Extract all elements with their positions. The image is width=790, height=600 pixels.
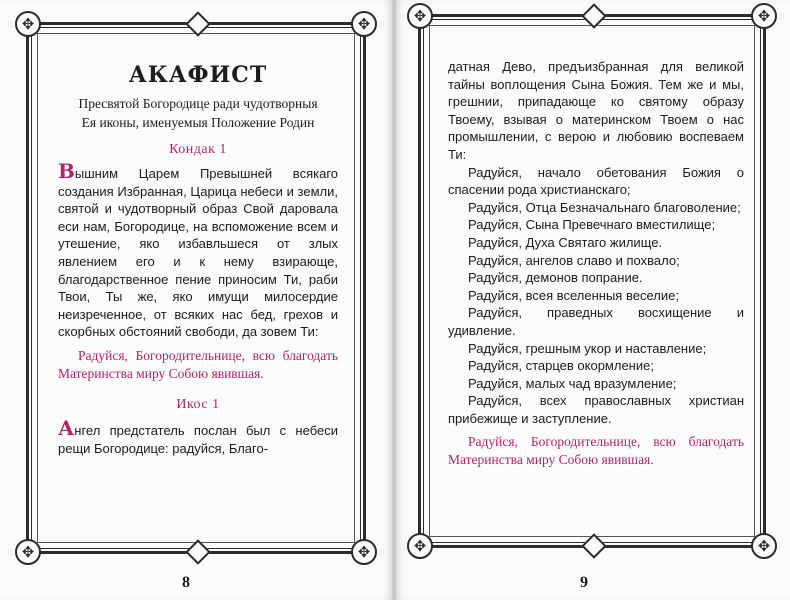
salutation-line: Радуйся, всех православных христиан прибежище и заступление. (448, 393, 744, 426)
right-page (396, 0, 790, 600)
subtitle-line-1: Пресвятой Богородице ради чудотворныя (78, 96, 318, 111)
salutation-line: Радуйся, Духа Святаго жилище. (468, 234, 663, 250)
salutation-line: Радуйся, старцев окормление; (468, 358, 654, 374)
page-number-right: 9 (580, 574, 588, 591)
corner-ornament-icon (351, 539, 377, 565)
left-page (0, 0, 392, 600)
subtitle-line-2: Ея иконы, именуемыя Положение Родин (81, 115, 315, 130)
frame-diamond-icon (581, 533, 606, 558)
ikos-refrain: Радуйся, Богородительнице, всю благодать Материнства миру Собою явившая. (448, 434, 744, 468)
salutation-line: Радуйся, демонов попрание. (468, 270, 643, 286)
page-subtitle (58, 94, 338, 132)
right-page-content (448, 58, 744, 477)
corner-ornament-icon (407, 533, 433, 559)
salutation-line: Радуйся, Сына Превечнаго вместилище; (468, 217, 716, 233)
corner-ornament-icon (751, 3, 777, 29)
corner-ornament-icon (15, 539, 41, 565)
ikos-text: нгел предстатель послан был с небеси рещи Богородице: радуйся, Благо- (58, 422, 338, 456)
kondak-dropcap: В (58, 159, 75, 183)
kondak-heading: Кондак 1 (169, 142, 227, 157)
salutation-line: Радуйся, малых чад вразумление; (468, 375, 677, 391)
frame-diamond-icon (581, 3, 606, 28)
corner-ornament-icon (751, 533, 777, 559)
kondak-text: ышним Царем Превышней всякаго создания Избранная, Царица небеси и земли, святой и чудотворный образ Свой даровала еси нам, Богородице, на вспоможение всем и утешение, яко избавльшеся от злых явлением его и к нему взирающе, благодарственное пение приносим Ти, раби Твои, Ты же, яко имущи милосердие неизреченное, от всяких нас бед, грехов и скорбных обстояний свободи, да зовем Ти: (58, 166, 338, 340)
salutation-line: Радуйся, праведных восхищение и удивление. (448, 305, 744, 338)
corner-ornament-icon (407, 3, 433, 29)
salutation-line: Радуйся, всея вселенныя веселие; (468, 287, 679, 303)
salutation-line: Радуйся, Отца Безначальнаго благоволение; (468, 199, 741, 215)
left-page-content (58, 62, 338, 457)
corner-ornament-icon (351, 11, 377, 37)
frame-diamond-icon (185, 539, 210, 564)
ikos-paragraph (58, 415, 338, 457)
salutation-line: Радуйся, ангелов славо и похвало; (468, 252, 680, 268)
page-number-left: 8 (182, 574, 190, 591)
salutation-line: Радуйся, грешным укор и наставление; (468, 340, 707, 356)
ikos-heading: Икос 1 (176, 396, 220, 412)
kondak-paragraph (58, 159, 338, 341)
corner-ornament-icon (15, 11, 41, 37)
kondak-refrain: Радуйся, Богородительнице, всю благодать Материнства миру Собою явившая. (58, 347, 338, 381)
salutation-line: Радуйся, начало обетования Божия о спасении рода христианскаго; (448, 164, 744, 198)
page-title: АКАФИСТ (128, 62, 268, 88)
ikos-dropcap: А (58, 415, 75, 440)
frame-diamond-icon (185, 11, 210, 36)
ikos-continuation: датная Дево, предъизбранная для великой тайны воплощения Сына Божия. Тем же и мы, грешнии, припадающе ко святому образу Твоему, взывая о материнском Твоем о нас промышлении, с верою и любовию воспеваем Ти: (448, 59, 744, 162)
